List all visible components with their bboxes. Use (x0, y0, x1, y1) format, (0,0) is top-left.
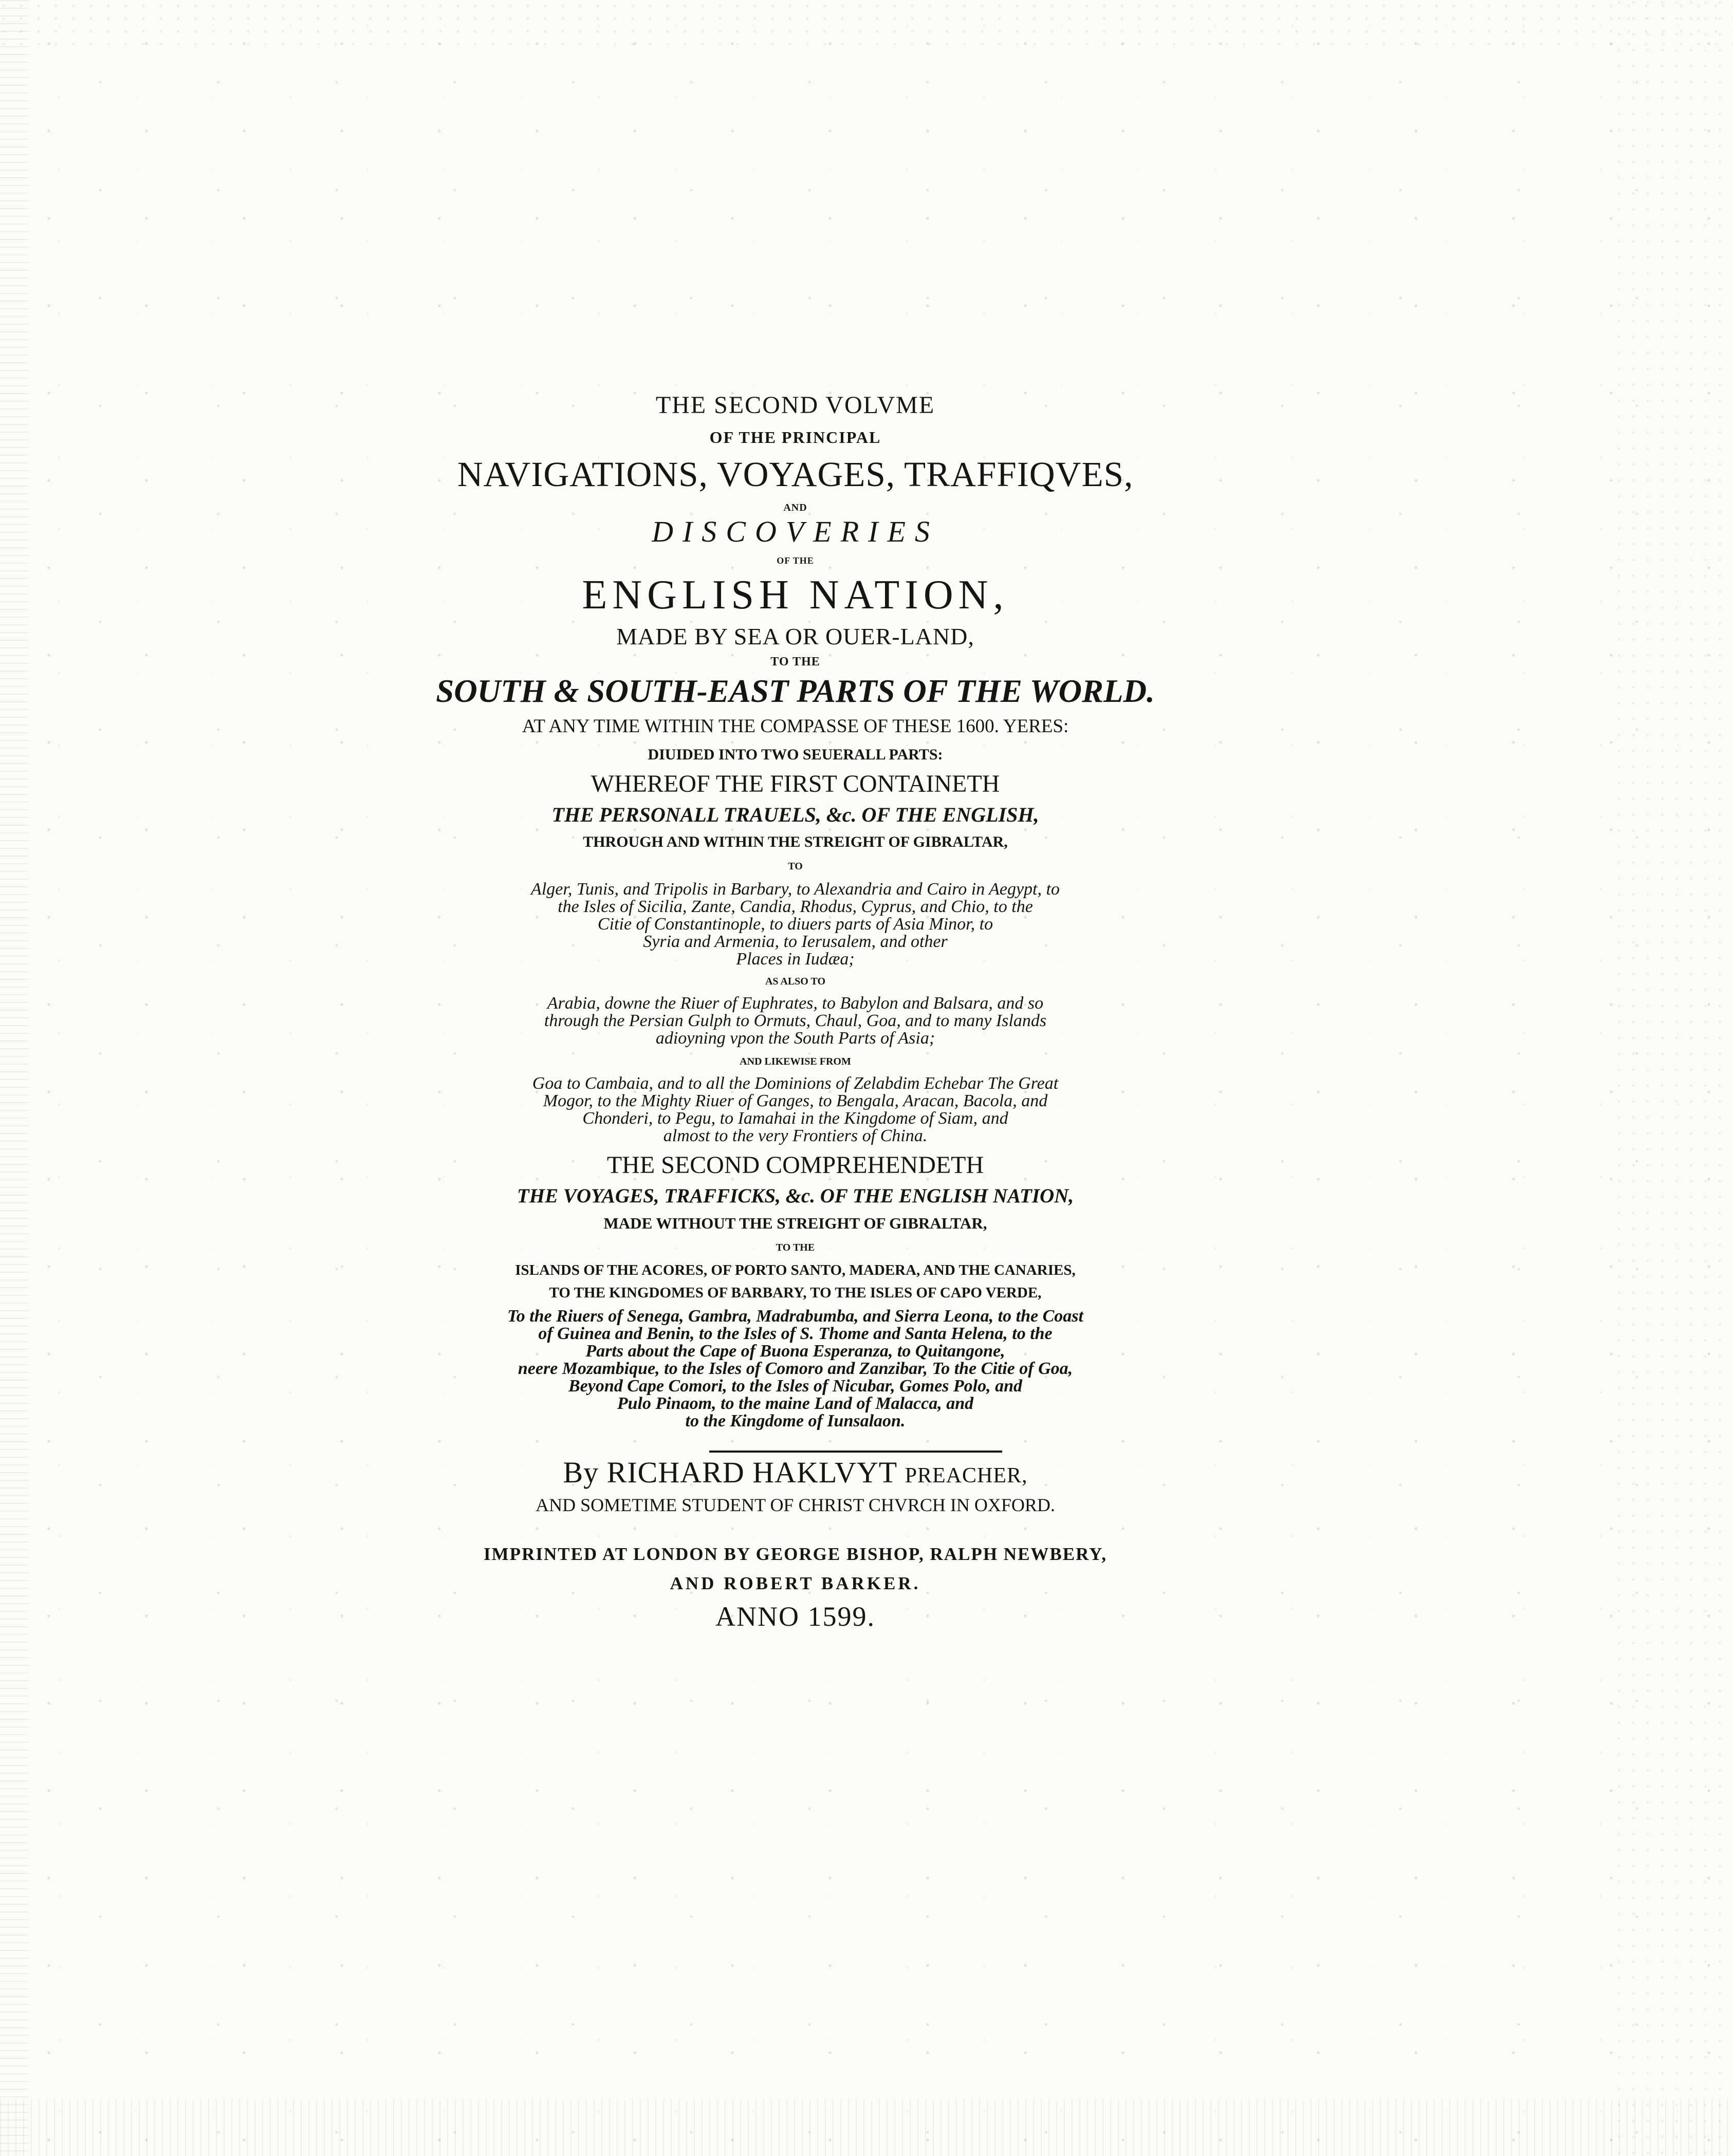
compasse-line: AT ANY TIME WITHIN THE COMPASSE OF THESE 1600. YERES: (522, 716, 1069, 737)
imprint-publishers-line: AND ROBERT BARKER. (670, 1573, 921, 1593)
islands-line: ISLANDS OF THE ACORES, OF PORTO SANTO, MADERA, AND THE CANARIES, (515, 1262, 1076, 1278)
first-places-line-5: Places in Iudæa; (736, 950, 855, 969)
goa-line-1: Goa to Cambaia, and to all the Dominions of Zelabdim Echebar The Great (532, 1074, 1059, 1093)
as-also-heading: AS ALSO TO (765, 976, 826, 987)
riuers-line-5: Beyond Cape Comori, to the Isles of Nicubar, Gomes Polo, and (568, 1377, 1023, 1396)
arabia-paragraph (349, 995, 1241, 1047)
first-places-line-4: Syria and Armenia, to Ierusalem, and other (643, 932, 948, 951)
through-gibraltar-line: THROUGH AND WITHIN THE STREIGHT OF GIBRALTAR, (583, 833, 1008, 850)
riuers-line-3: Parts about the Cape of Buona Esperanza, to Quitangone, (585, 1342, 1005, 1361)
riuers-line-6: Pulo Pinaom, to the maine Land of Malacca, and (617, 1394, 974, 1413)
made-by-sea-line: MADE BY SEA OR OUER-LAND, (616, 623, 974, 649)
of-the-word: OF THE (777, 555, 814, 566)
likewise-heading: AND LIKEWISE FROM (740, 1056, 851, 1067)
to-the-word: TO THE (770, 655, 820, 668)
kingdomes-line: TO THE KINGDOMES OF BARBARY, TO THE ISLES OF CAPO VERDE, (549, 1285, 1042, 1301)
arabia-line-3: adioyning vpon the South Parts of Asia; (655, 1029, 935, 1048)
author-line (349, 1458, 1241, 1488)
riuers-line-2: of Guinea and Benin, to the Isles of S. Thome and Santa Helena, to the (538, 1324, 1053, 1343)
title-page-text (349, 393, 1241, 1630)
to-word: TO (788, 861, 803, 872)
right-scan-border (1615, 0, 1733, 2156)
to-the-second-word: TO THE (776, 1242, 815, 1253)
author-rule (709, 1451, 1002, 1453)
first-places-line-2: the Isles of Sicilia, Zante, Candia, Rhodus, Cyprus, and Chio, to the (558, 897, 1033, 916)
personall-trauels-line: THE PERSONALL TRAUELS, &c. OF THE ENGLISH, (551, 803, 1039, 826)
and-word: AND (783, 502, 807, 513)
first-places-line-1: Alger, Tunis, and Tripolis in Barbary, to Alexandria and Cairo in Aegypt, to (531, 880, 1060, 899)
arabia-line-2: through the Persian Gulph to Ormuts, Chaul, Goa, and to many Islands (544, 1011, 1047, 1030)
goa-line-3: Chonderi, to Pegu, to Iamahai in the Kingdome of Siam, and (582, 1109, 1008, 1128)
diuided-line: DIUIDED INTO TWO SEUERALL PARTS: (648, 746, 943, 763)
first-places-paragraph (349, 881, 1241, 968)
navigations-heading: NAVIGATIONS, VOYAGES, TRAFFIQVES, (457, 455, 1134, 494)
goa-line-4: almost to the very Frontiers of China. (663, 1126, 928, 1145)
south-east-heading: SOUTH & SOUTH-EAST PARTS OF THE WORLD. (436, 673, 1155, 709)
riuers-line-1: To the Riuers of Senega, Gambra, Madrabumba, and Sierra Leona, to the Coast (507, 1307, 1083, 1326)
first-part-heading: WHEREOF THE FIRST CONTAINETH (591, 770, 1000, 797)
goa-line-2: Mogor, to the Mighty Riuer of Ganges, to Bengala, Aracan, Bacola, and (543, 1091, 1048, 1110)
goa-paragraph (349, 1075, 1241, 1145)
voyages-trafficks-line: THE VOYAGES, TRAFFICKS, &c. OF THE ENGLISH NATION, (517, 1185, 1074, 1207)
principal-line: OF THE PRINCIPAL (709, 428, 881, 447)
arabia-line-1: Arabia, downe the Riuer of Euphrates, to Babylon and Balsara, and so (547, 994, 1044, 1013)
riuers-line-4: neere Mozambique, to the Isles of Comoro and Zanzibar, To the Citie of Goa, (518, 1359, 1073, 1378)
riuers-paragraph (349, 1308, 1241, 1430)
student-line: AND SOMETIME STUDENT OF CHRIST CHVRCH IN OXFORD. (536, 1495, 1055, 1515)
author-preacher: PREACHER, (905, 1464, 1028, 1488)
bottom-scan-border (0, 2099, 1733, 2156)
second-part-heading: THE SECOND COMPREHENDETH (606, 1151, 984, 1179)
anno-line: ANNO 1599. (715, 1601, 875, 1632)
author-name: RICHARD HAKLVYT (606, 1456, 897, 1489)
imprint-line: IMPRINTED AT LONDON BY GEORGE BISHOP, RALPH NEWBERY, (484, 1544, 1107, 1564)
volume-title: THE SECOND VOLVME (655, 392, 935, 419)
riuers-line-7: to the Kingdome of Iunsalaon. (685, 1411, 906, 1430)
first-places-line-3: Citie of Constantinople, to diuers parts of Asia Minor, to (597, 915, 993, 934)
author-by: By (563, 1456, 599, 1489)
discoueries-heading: DISCOVERIES (652, 515, 939, 548)
made-without-line: MADE WITHOUT THE STREIGHT OF GIBRALTAR, (603, 1214, 987, 1232)
left-scan-border (0, 0, 28, 2156)
english-nation-heading: ENGLISH NATION, (582, 572, 1009, 618)
top-scan-border (0, 0, 1733, 49)
